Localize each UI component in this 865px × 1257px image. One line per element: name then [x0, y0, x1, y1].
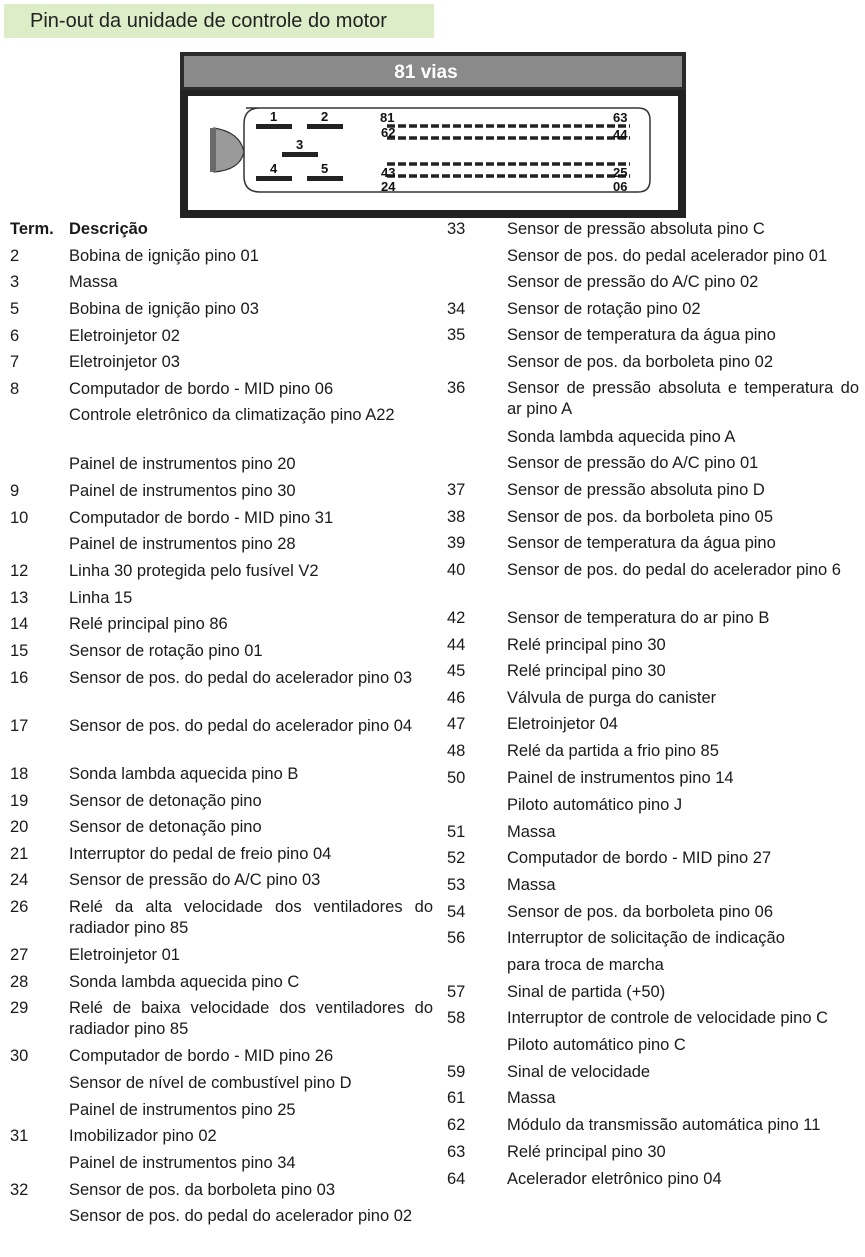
title-banner: [4, 4, 434, 38]
pin-label-43: 43: [381, 165, 396, 180]
pin-1-mark: [256, 124, 292, 129]
connector-diagram: [180, 52, 686, 218]
pin-2-mark: [307, 124, 343, 129]
pin-label-44: 44: [613, 127, 628, 142]
pin-label-25: 25: [613, 165, 628, 180]
pin-label-4: 4: [270, 161, 278, 176]
pin-3-mark: [282, 152, 318, 157]
pin-label-5: 5: [321, 161, 329, 176]
pin-label-2: 2: [321, 109, 329, 124]
header-description: Descrição: [69, 220, 148, 238]
pin-label-24: 24: [381, 179, 396, 194]
pin-label-3: 3: [296, 137, 304, 152]
header-term: Term.: [10, 220, 54, 238]
pin-label-1: 1: [270, 109, 278, 124]
pin-4-mark: [256, 176, 292, 181]
page-title: Pin-out da unidade de controle do motor: [30, 10, 387, 32]
pin-label-81: 81: [380, 110, 395, 125]
pin-5-mark: [307, 176, 343, 181]
pin-label-06: 06: [613, 179, 628, 194]
pin-label-62: 62: [381, 125, 396, 140]
pin-label-63: 63: [613, 110, 628, 125]
connector-label: 81 vias: [394, 62, 458, 83]
